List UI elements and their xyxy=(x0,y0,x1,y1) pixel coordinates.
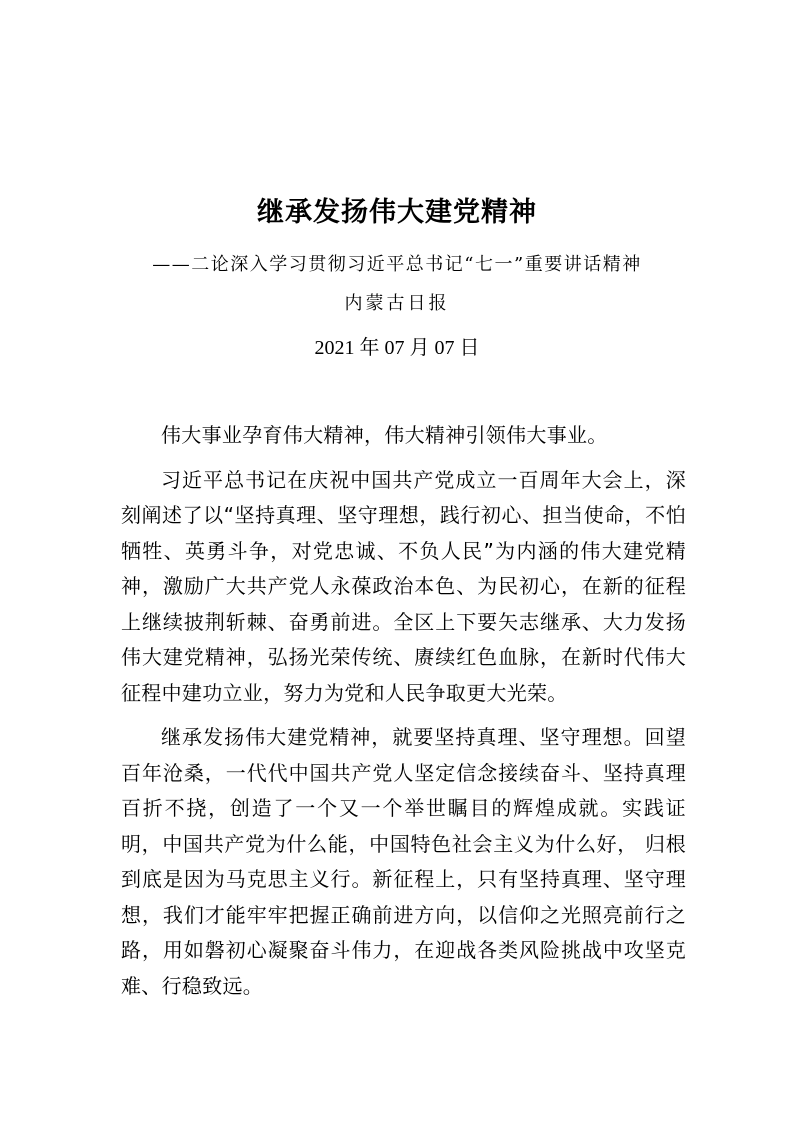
body-paragraph: 继承发扬伟大建党精神，就要坚持真理、坚守理想。回望百年沧桑，一代代中国共产党人坚定信念接续奋斗、坚持真理百折不挠，创造了一个又一个举世瞩目的辉煌成就。实践证明，中国共产党为什么能，中国特色社会主义为什么好， 归根到底是因为马克思主义行。新征程上，只有坚持真理、坚守理想，我们才能牢牢把握正确前进方向，以信仰之光照亮前行之路，用如磐初心凝聚奋斗伟力，在迎战各类风险挑战中攻坚克难、行稳致远。 xyxy=(121,725,686,998)
article-date: 2021 年 07 月 07 日 xyxy=(314,337,480,359)
article-title: 继承发扬伟大建党精神 xyxy=(257,197,537,228)
body-paragraph: 习近平总书记在庆祝中国共产党成立一百周年大会上，深刻阐述了以“坚持真理、坚守理想，践行初心、担当使命，不怕牺牲、英勇斗争，对党忠诚、不负人民”为内涵的伟大建党精神，激励广大共产党人永葆政治本色、为民初心，在新的征程上继续披荆斩棘、奋勇前进。全区上下要矢志继承、大力发扬伟大建党精神，弘扬光荣传统、赓续红色血脉，在新时代伟大征程中建功立业，努力为党和人民争取更大光荣。 xyxy=(121,467,686,705)
article-subtitle: ——二论深入学习贯彻习近平总书记“七一”重要讲话精神 xyxy=(152,254,642,275)
body-paragraph: 伟大事业孕育伟大精神，伟大精神引领伟大事业。 xyxy=(161,423,608,447)
article-body xyxy=(121,418,686,1004)
article-source: 内蒙古日报 xyxy=(344,293,450,314)
